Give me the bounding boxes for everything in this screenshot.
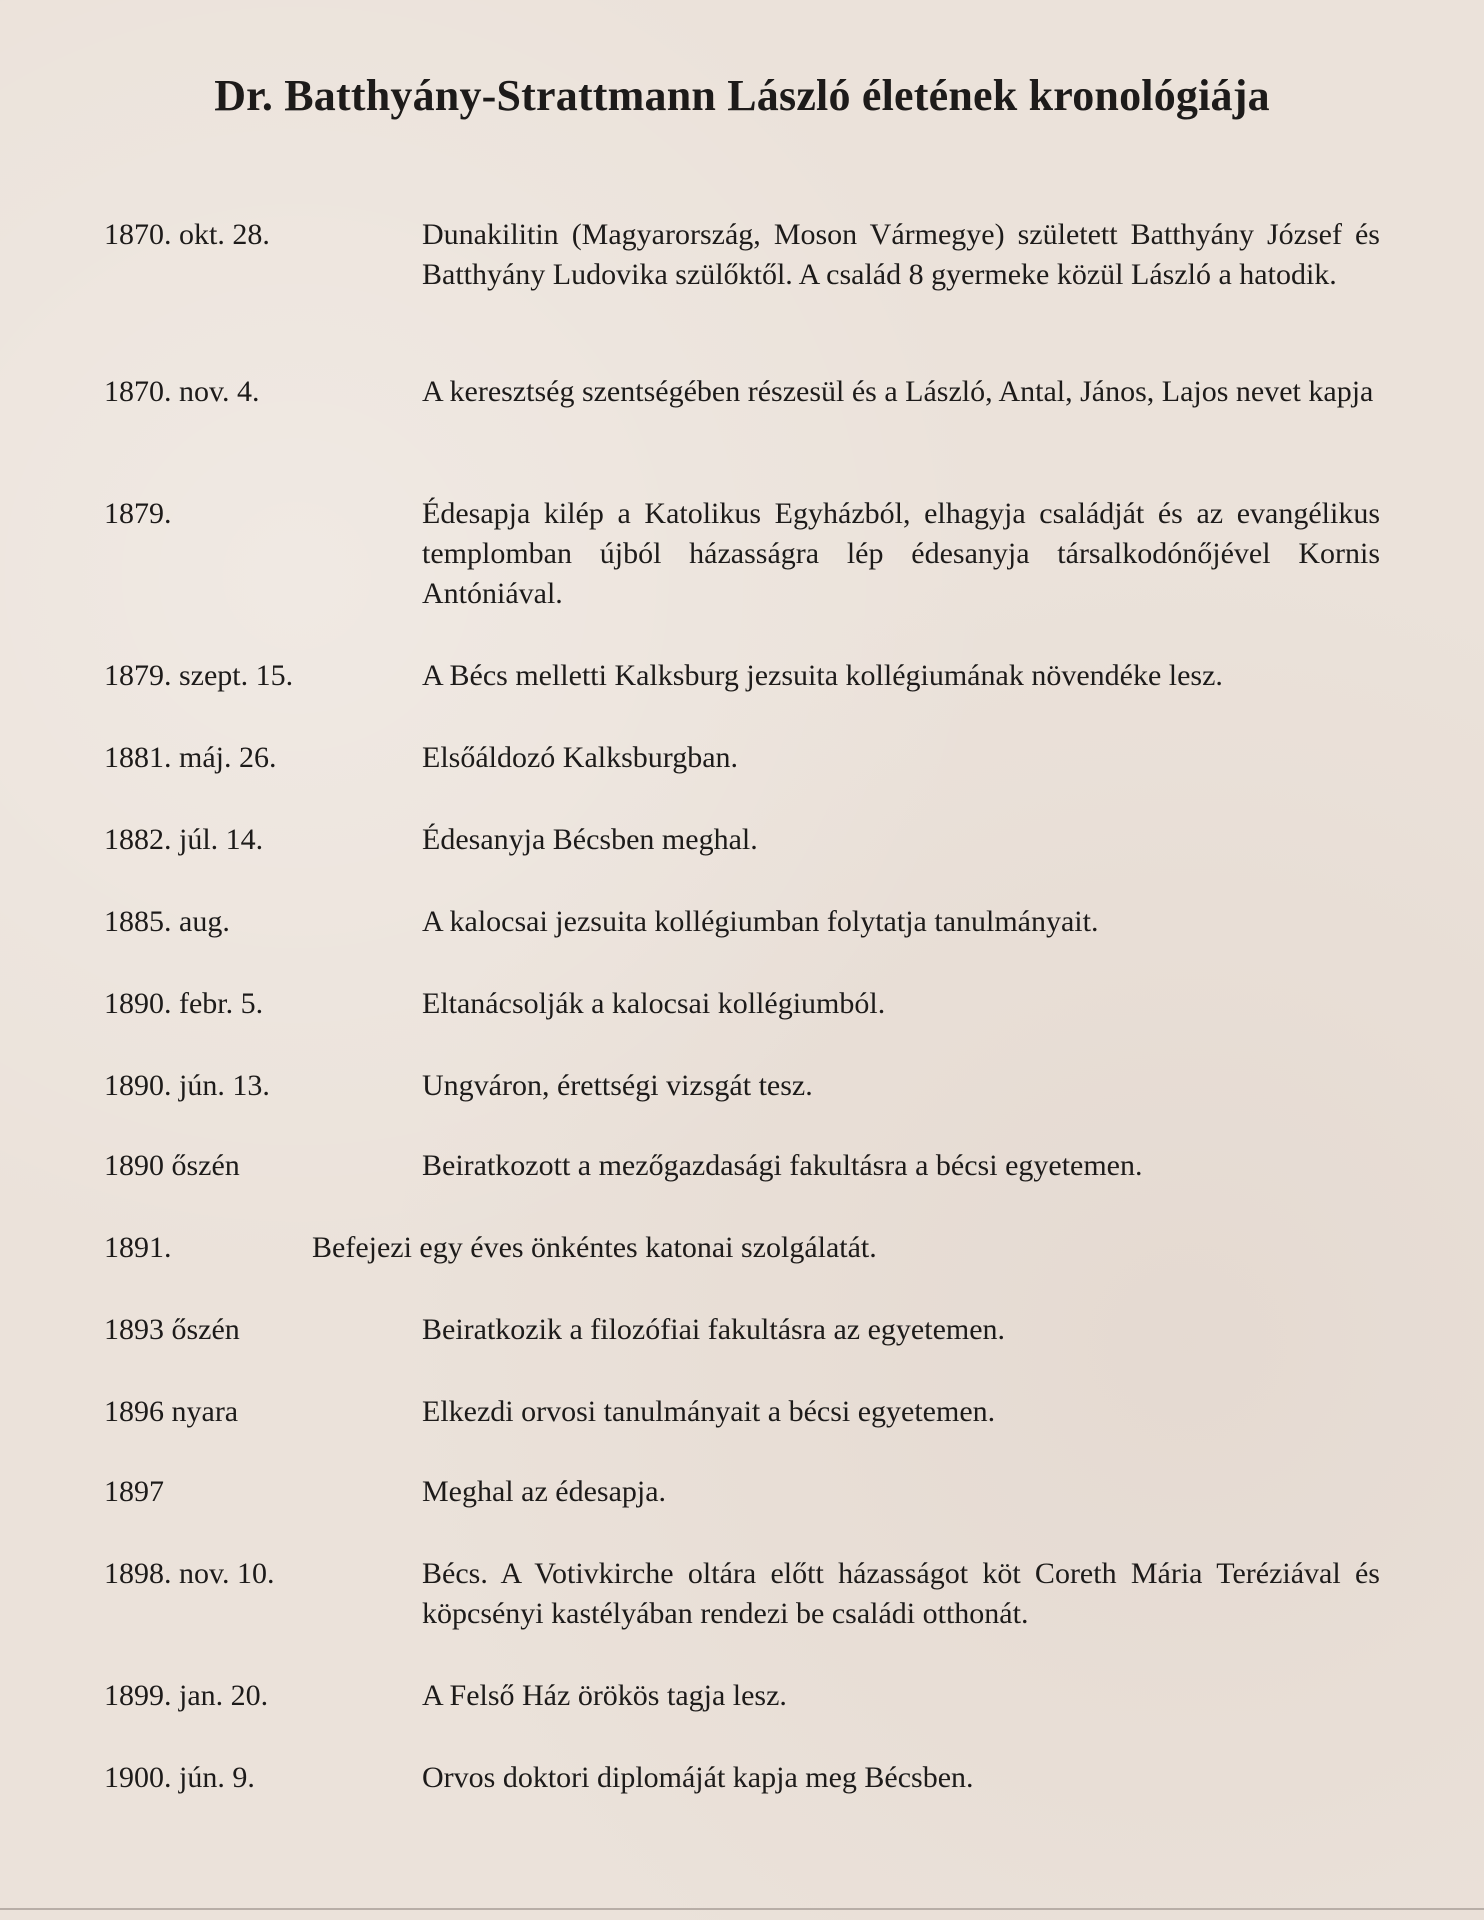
entry-text: Befejezi egy éves önkéntes katonai szolgálatát. — [312, 1231, 877, 1264]
entry-date: 1890 őszén — [104, 1149, 240, 1182]
entry-date: 1879. szept. 15. — [104, 659, 294, 692]
entry-date: 1890. febr. 5. — [104, 987, 264, 1020]
entry-date: 1900. jún. 9. — [104, 1761, 255, 1794]
entry-text: Dunakilitin (Magyarország, Moson Vármegye) született Batthyány József és Batthyány Ludovika szülőktől. A család 8 gyermeke közül László a hatodik. — [422, 218, 1380, 291]
entry-date: 1881. máj. 26. — [104, 741, 277, 774]
entry-text: A keresztség szentségében részesül és a László, Antal, János, Lajos nevet kapja — [422, 375, 1374, 408]
entry-text: Elkezdi orvosi tanulmányait a bécsi egyetemen. — [422, 1395, 996, 1428]
entry-text: Beiratkozott a mezőgazdasági fakultásra a bécsi egyetemen. — [422, 1149, 1143, 1182]
entry-text: Édesanyja Bécsben meghal. — [422, 823, 758, 856]
entry-date: 1870. nov. 4. — [104, 375, 260, 408]
entry-date: 1870. okt. 28. — [104, 218, 270, 251]
entry-text: Eltanácsolják a kalocsai kollégiumból. — [422, 987, 886, 1020]
entry-text: A Bécs melletti Kalksburg jezsuita kollégiumának növendéke lesz. — [422, 659, 1223, 692]
entry-date: 1898. nov. 10. — [104, 1557, 275, 1590]
entry-text: Meghal az édesapja. — [422, 1475, 667, 1508]
entry-text: Orvos doktori diplomáját kapja meg Bécsben. — [422, 1761, 974, 1794]
entry-text: A Felső Ház örökös tagja lesz. — [422, 1679, 787, 1712]
entry-date: 1891. — [104, 1231, 172, 1264]
entry-date: 1897 — [104, 1475, 164, 1508]
entry-date: 1893 őszén — [104, 1313, 240, 1346]
entry-text: Beiratkozik a filozófiai fakultásra az egyetemen. — [422, 1313, 1006, 1346]
entry-date: 1899. jan. 20. — [104, 1679, 269, 1712]
page-title: Dr. Batthyány-Strattmann László életének kronológiája — [214, 71, 1270, 120]
entry-date: 1885. aug. — [104, 905, 230, 938]
entry-date: 1879. — [104, 497, 172, 530]
entry-text: Bécs. A Votivkirche oltára előtt házasságot köt Coreth Mária Teréziával és köpcsényi kastélyában rendezi be családi otthonát. — [422, 1557, 1380, 1630]
entry-text: Édesapja kilép a Katolikus Egyházból, elhagyja családját és az evangélikus templomban újból házasságra lép édesanyja társalkodónőjével Kornis Antóniával. — [422, 497, 1380, 610]
entry-date: 1890. jún. 13. — [104, 1069, 270, 1102]
entry-text: Ungváron, érettségi vizsgát tesz. — [422, 1069, 813, 1102]
entry-text: A kalocsai jezsuita kollégiumban folytatja tanulmányait. — [422, 905, 1099, 938]
entry-date: 1896 nyara — [104, 1395, 239, 1428]
entry-date: 1882. júl. 14. — [104, 823, 264, 856]
entry-text: Elsőáldozó Kalksburgban. — [422, 741, 739, 774]
page-edge-divider — [0, 1908, 1484, 1910]
